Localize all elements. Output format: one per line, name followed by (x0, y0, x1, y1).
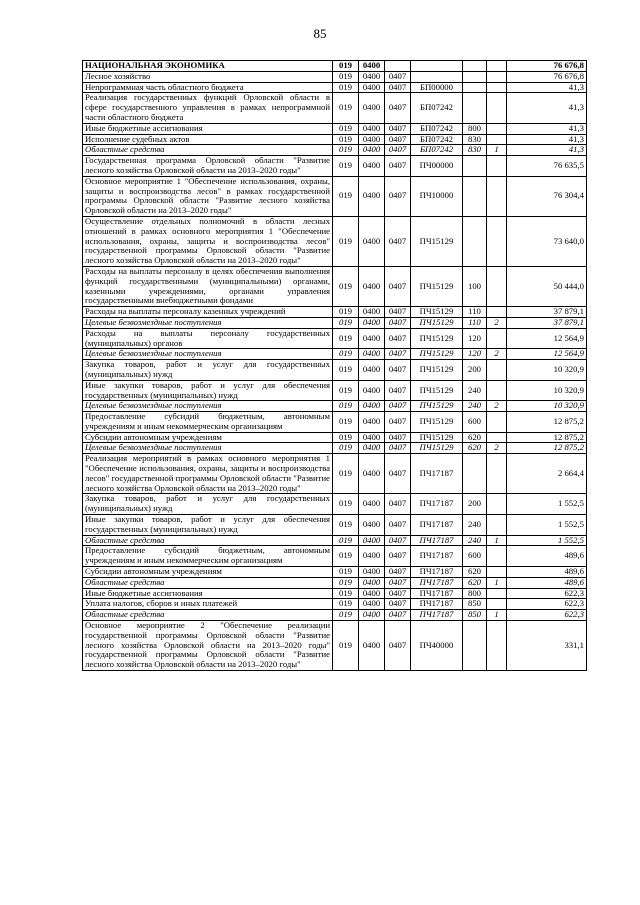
expense-type-code: 620 (463, 432, 487, 443)
expense-type-code (463, 454, 487, 494)
target-article-code: ПЧ17187 (411, 515, 463, 536)
funding-source-code (487, 360, 507, 381)
funding-source-code (487, 380, 507, 401)
ministry-code: 019 (333, 599, 359, 610)
amount: 489,6 (507, 546, 587, 567)
funding-source-code: 2 (487, 443, 507, 454)
table-row (83, 123, 587, 134)
table-row (83, 621, 587, 671)
section-code: 0400 (359, 380, 385, 401)
row-name: Исполнение судебных актов (83, 134, 333, 145)
amount: 50 444,0 (507, 266, 587, 306)
funding-source-code: 1 (487, 610, 507, 621)
section-code: 0400 (359, 567, 385, 578)
target-article-code: ПЧ17187 (411, 567, 463, 578)
expense-type-code: 620 (463, 567, 487, 578)
table-row (83, 401, 587, 412)
row-name: Закупка товаров, работ и услуг для государственных (муниципальных) нужд (83, 360, 333, 381)
ministry-code: 019 (333, 307, 359, 318)
section-code: 0400 (359, 515, 385, 536)
expense-type-code: 800 (463, 123, 487, 134)
target-article-code: ПЧ17187 (411, 494, 463, 515)
ministry-code: 019 (333, 349, 359, 360)
subsection-code: 0407 (385, 360, 411, 381)
budget-table (82, 60, 587, 671)
expense-type-code: 850 (463, 599, 487, 610)
amount: 12 875,2 (507, 443, 587, 454)
amount: 10 320,9 (507, 401, 587, 412)
table-row (83, 432, 587, 443)
amount: 41,3 (507, 93, 587, 123)
target-article-code: ПЧ15129 (411, 328, 463, 349)
row-name: Субсидии автономным учреждениям (83, 567, 333, 578)
table-row (83, 546, 587, 567)
section-code: 0400 (359, 454, 385, 494)
row-name: Иные бюджетные ассигнования (83, 588, 333, 599)
table-row (83, 454, 587, 494)
expense-type-code: 240 (463, 535, 487, 546)
subsection-code: 0407 (385, 134, 411, 145)
expense-type-code: 620 (463, 577, 487, 588)
ministry-code: 019 (333, 567, 359, 578)
target-article-code: БП00000 (411, 82, 463, 93)
row-name: Субсидии автономным учреждениям (83, 432, 333, 443)
expense-type-code: 620 (463, 443, 487, 454)
row-name: Реализация государственных функций Орловской области в сфере государственного управления в рамках непрограммной части областного бюджета (83, 93, 333, 123)
subsection-code: 0407 (385, 380, 411, 401)
subsection-code: 0407 (385, 494, 411, 515)
table-row (83, 93, 587, 123)
section-code: 0400 (359, 123, 385, 134)
amount: 76 635,5 (507, 156, 587, 177)
table-row (83, 71, 587, 82)
subsection-code (385, 61, 411, 72)
subsection-code: 0407 (385, 82, 411, 93)
section-code: 0400 (359, 535, 385, 546)
ministry-code: 019 (333, 71, 359, 82)
target-article-code: ПЧ17187 (411, 454, 463, 494)
funding-source-code (487, 454, 507, 494)
subsection-code: 0407 (385, 156, 411, 177)
funding-source-code (487, 307, 507, 318)
subsection-code: 0407 (385, 93, 411, 123)
funding-source-code (487, 328, 507, 349)
expense-type-code (463, 216, 487, 266)
funding-source-code (487, 432, 507, 443)
target-article-code: ПЧ17187 (411, 599, 463, 610)
row-name: Основное мероприятие 1 "Обеспечение использования, охраны, защиты и воспроизводства лесов" в рамках государственной программы Орловской области "Развитие лесного хозяйства Орловской области на 2013–2020 годы" (83, 176, 333, 216)
funding-source-code: 2 (487, 349, 507, 360)
subsection-code: 0407 (385, 610, 411, 621)
ministry-code: 019 (333, 577, 359, 588)
table-row (83, 266, 587, 306)
amount: 41,3 (507, 82, 587, 93)
subsection-code: 0407 (385, 577, 411, 588)
funding-source-code (487, 599, 507, 610)
section-code: 0400 (359, 216, 385, 266)
amount: 331,1 (507, 621, 587, 671)
table-row (83, 599, 587, 610)
amount: 1 552,5 (507, 535, 587, 546)
ministry-code: 019 (333, 432, 359, 443)
row-name: Расходы на выплаты персоналу в целях обеспечения выполнения функций государственными (муниципальными) органами, казенными учреждениями, органами управления государственными внебюджетными фондами (83, 266, 333, 306)
table-row (83, 535, 587, 546)
row-name: Иные закупки товаров, работ и услуг для обеспечения государственных (муниципальных) нужд (83, 380, 333, 401)
table-row (83, 317, 587, 328)
funding-source-code (487, 123, 507, 134)
section-code: 0400 (359, 307, 385, 318)
target-article-code: ПЧ17187 (411, 535, 463, 546)
section-code: 0400 (359, 432, 385, 443)
expense-type-code: 830 (463, 134, 487, 145)
expense-type-code (463, 82, 487, 93)
funding-source-code: 2 (487, 401, 507, 412)
page-number: 85 (313, 26, 327, 41)
subsection-code: 0407 (385, 307, 411, 318)
row-name: Областные средства (83, 610, 333, 621)
expense-type-code: 110 (463, 307, 487, 318)
amount: 622,3 (507, 588, 587, 599)
table-row (83, 515, 587, 536)
subsection-code: 0407 (385, 621, 411, 671)
row-name: Закупка товаров, работ и услуг для государственных (муниципальных) нужд (83, 494, 333, 515)
amount: 76 676,8 (507, 61, 587, 72)
target-article-code: ПЧ17187 (411, 546, 463, 567)
row-name: Государственная программа Орловской области "Развитие лесного хозяйства Орловской области на 2013–2020 годы" (83, 156, 333, 177)
funding-source-code (487, 494, 507, 515)
expense-type-code (463, 156, 487, 177)
section-code: 0400 (359, 610, 385, 621)
amount: 73 640,0 (507, 216, 587, 266)
target-article-code: ПЧ15129 (411, 266, 463, 306)
funding-source-code (487, 588, 507, 599)
target-article-code: ПЧ40000 (411, 621, 463, 671)
funding-source-code (487, 216, 507, 266)
row-name: Целевые безвозмездные поступления (83, 443, 333, 454)
section-code: 0400 (359, 317, 385, 328)
ministry-code: 019 (333, 176, 359, 216)
target-article-code: ПЧ15129 (411, 443, 463, 454)
table-row (83, 380, 587, 401)
funding-source-code (487, 82, 507, 93)
row-name: Непрограммная часть областного бюджета (83, 82, 333, 93)
table-row (83, 412, 587, 433)
funding-source-code: 1 (487, 535, 507, 546)
row-name: Иные бюджетные ассигнования (83, 123, 333, 134)
section-code: 0400 (359, 266, 385, 306)
subsection-code: 0407 (385, 216, 411, 266)
target-article-code: ПЧ15129 (411, 360, 463, 381)
target-article-code: ПЧ17187 (411, 610, 463, 621)
target-article-code: ПЧ17187 (411, 577, 463, 588)
funding-source-code (487, 61, 507, 72)
funding-source-code (487, 176, 507, 216)
target-article-code: БП07242 (411, 93, 463, 123)
section-code: 0400 (359, 156, 385, 177)
funding-source-code (487, 266, 507, 306)
expense-type-code (463, 176, 487, 216)
table-row (83, 134, 587, 145)
row-name: Основное мероприятие 2 "Обеспечение реализации государственной программы Орловской области "Развитие лесного хозяйства Орловской области на 2013–2020 годы" государственной программы Орловской области "Развитие лесного хозяйства Орловской области на 2013–2020 годы" (83, 621, 333, 671)
row-name: Иные закупки товаров, работ и услуг для обеспечения государственных (муниципальных) нужд (83, 515, 333, 536)
row-name: Предоставление субсидий бюджетным, автономным учреждениям и иным некоммерческим организациям (83, 546, 333, 567)
table-row (83, 610, 587, 621)
ministry-code: 019 (333, 401, 359, 412)
section-code: 0400 (359, 145, 385, 156)
amount: 37 879,1 (507, 317, 587, 328)
subsection-code: 0407 (385, 145, 411, 156)
ministry-code: 019 (333, 82, 359, 93)
subsection-code: 0407 (385, 412, 411, 433)
amount: 12 875,2 (507, 412, 587, 433)
ministry-code: 019 (333, 610, 359, 621)
target-article-code: ПЧ15129 (411, 307, 463, 318)
expense-type-code (463, 93, 487, 123)
subsection-code: 0407 (385, 176, 411, 216)
section-code: 0400 (359, 328, 385, 349)
expense-type-code (463, 621, 487, 671)
ministry-code: 019 (333, 412, 359, 433)
section-code: 0400 (359, 577, 385, 588)
target-article-code: ПЧ15129 (411, 401, 463, 412)
section-code: 0400 (359, 546, 385, 567)
ministry-code: 019 (333, 546, 359, 567)
target-article-code: ПЧ17187 (411, 588, 463, 599)
funding-source-code (487, 71, 507, 82)
row-name: Уплата налогов, сборов и иных платежей (83, 599, 333, 610)
expense-type-code: 240 (463, 515, 487, 536)
expense-type-code: 240 (463, 401, 487, 412)
expense-type-code: 200 (463, 360, 487, 381)
funding-source-code: 1 (487, 577, 507, 588)
funding-source-code: 1 (487, 145, 507, 156)
expense-type-code: 800 (463, 588, 487, 599)
ministry-code: 019 (333, 156, 359, 177)
subsection-code: 0407 (385, 401, 411, 412)
ministry-code: 019 (333, 134, 359, 145)
ministry-code: 019 (333, 328, 359, 349)
expense-type-code: 120 (463, 349, 487, 360)
row-name: Расходы на выплаты персоналу казенных учреждений (83, 307, 333, 318)
target-article-code: ПЧ10000 (411, 176, 463, 216)
section-code: 0400 (359, 443, 385, 454)
section-code: 0400 (359, 176, 385, 216)
expense-type-code: 600 (463, 412, 487, 433)
expense-type-code: 200 (463, 494, 487, 515)
table-row (83, 176, 587, 216)
expense-type-code (463, 71, 487, 82)
row-name: Осуществление отдельных полномочий в области лесных отношений в рамках основного мероприятия 1 "Обеспечение использования, охраны, защиты и воспроизводства лесов" государственной программы Орловской области "Развитие лесного хозяйства Орловской области на 2013–2020 годы" (83, 216, 333, 266)
row-name: Лесное хозяйство (83, 71, 333, 82)
subsection-code: 0407 (385, 515, 411, 536)
amount: 12 875,2 (507, 432, 587, 443)
ministry-code: 019 (333, 588, 359, 599)
ministry-code: 019 (333, 317, 359, 328)
subsection-code: 0407 (385, 328, 411, 349)
subsection-code: 0407 (385, 454, 411, 494)
subsection-code: 0407 (385, 535, 411, 546)
expense-type-code (463, 61, 487, 72)
section-code: 0400 (359, 349, 385, 360)
table-row (83, 145, 587, 156)
section-code: 0400 (359, 93, 385, 123)
ministry-code: 019 (333, 494, 359, 515)
ministry-code: 019 (333, 266, 359, 306)
row-name: Областные средства (83, 577, 333, 588)
ministry-code: 019 (333, 93, 359, 123)
funding-source-code (487, 93, 507, 123)
subsection-code: 0407 (385, 567, 411, 578)
expense-type-code: 240 (463, 380, 487, 401)
row-name: Областные средства (83, 145, 333, 156)
target-article-code: ПЧ15129 (411, 432, 463, 443)
amount: 489,6 (507, 577, 587, 588)
amount: 41,3 (507, 134, 587, 145)
subsection-code: 0407 (385, 599, 411, 610)
target-article-code: ПЧ15129 (411, 216, 463, 266)
subsection-code: 0407 (385, 266, 411, 306)
amount: 37 879,1 (507, 307, 587, 318)
amount: 76 304,4 (507, 176, 587, 216)
amount: 76 676,8 (507, 71, 587, 82)
amount: 41,3 (507, 145, 587, 156)
table-row (83, 360, 587, 381)
funding-source-code (487, 412, 507, 433)
ministry-code: 019 (333, 360, 359, 381)
section-code: 0400 (359, 360, 385, 381)
ministry-code: 019 (333, 443, 359, 454)
subsection-code: 0407 (385, 546, 411, 567)
expense-type-code: 110 (463, 317, 487, 328)
table-row (83, 307, 587, 318)
funding-source-code (487, 567, 507, 578)
target-article-code: ПЧ15129 (411, 412, 463, 433)
target-article-code: ПЧ15129 (411, 317, 463, 328)
section-code: 0400 (359, 82, 385, 93)
section-code: 0400 (359, 134, 385, 145)
target-article-code: БП07242 (411, 123, 463, 134)
row-name: Расходы на выплаты персоналу государственных (муниципальных) органов (83, 328, 333, 349)
target-article-code: БП07242 (411, 145, 463, 156)
table-row (83, 567, 587, 578)
target-article-code: ПЧ00000 (411, 156, 463, 177)
subsection-code: 0407 (385, 432, 411, 443)
row-name: Целевые безвозмездные поступления (83, 401, 333, 412)
funding-source-code (487, 156, 507, 177)
table-row (83, 577, 587, 588)
row-name: Реализация мероприятий в рамках основного мероприятия 1 "Обеспечение использования, охраны, защиты и воспроизводства лесов" государственной программы Орловской области "Развитие лесного хозяйства Орловской области на 2013–2020 годы" (83, 454, 333, 494)
section-code: 0400 (359, 61, 385, 72)
amount: 622,3 (507, 610, 587, 621)
ministry-code: 019 (333, 535, 359, 546)
ministry-code: 019 (333, 216, 359, 266)
subsection-code: 0407 (385, 71, 411, 82)
budget-table-body (83, 61, 587, 671)
funding-source-code (487, 515, 507, 536)
row-name: НАЦИОНАЛЬНАЯ ЭКОНОМИКА (83, 61, 333, 72)
ministry-code: 019 (333, 380, 359, 401)
section-code: 0400 (359, 401, 385, 412)
funding-source-code (487, 546, 507, 567)
expense-type-code: 100 (463, 266, 487, 306)
ministry-code: 019 (333, 123, 359, 134)
target-article-code (411, 71, 463, 82)
target-article-code: БП07242 (411, 134, 463, 145)
target-article-code: ПЧ15129 (411, 380, 463, 401)
amount: 12 564,9 (507, 349, 587, 360)
ministry-code: 019 (333, 454, 359, 494)
target-article-code (411, 61, 463, 72)
table-row (83, 494, 587, 515)
table-row (83, 588, 587, 599)
row-name: Целевые безвозмездные поступления (83, 349, 333, 360)
table-row (83, 349, 587, 360)
amount: 2 664,4 (507, 454, 587, 494)
section-code: 0400 (359, 71, 385, 82)
table-row (83, 82, 587, 93)
funding-source-code: 2 (487, 317, 507, 328)
funding-source-code (487, 134, 507, 145)
table-row (83, 328, 587, 349)
table-row (83, 216, 587, 266)
expense-type-code: 850 (463, 610, 487, 621)
ministry-code: 019 (333, 61, 359, 72)
amount: 41,3 (507, 123, 587, 134)
subsection-code: 0407 (385, 123, 411, 134)
subsection-code: 0407 (385, 588, 411, 599)
table-row (83, 156, 587, 177)
section-code: 0400 (359, 412, 385, 433)
subsection-code: 0407 (385, 349, 411, 360)
section-code: 0400 (359, 494, 385, 515)
ministry-code: 019 (333, 515, 359, 536)
amount: 1 552,5 (507, 515, 587, 536)
amount: 622,3 (507, 599, 587, 610)
amount: 12 564,9 (507, 328, 587, 349)
expense-type-code: 830 (463, 145, 487, 156)
subsection-code: 0407 (385, 443, 411, 454)
ministry-code: 019 (333, 145, 359, 156)
section-code: 0400 (359, 588, 385, 599)
amount: 489,6 (507, 567, 587, 578)
table-row (83, 61, 587, 72)
funding-source-code (487, 621, 507, 671)
expense-type-code: 120 (463, 328, 487, 349)
amount: 1 552,5 (507, 494, 587, 515)
subsection-code: 0407 (385, 317, 411, 328)
amount: 10 320,9 (507, 360, 587, 381)
amount: 10 320,9 (507, 380, 587, 401)
row-name: Предоставление субсидий бюджетным, автономным учреждениям и иным некоммерческим организациям (83, 412, 333, 433)
ministry-code: 019 (333, 621, 359, 671)
expense-type-code: 600 (463, 546, 487, 567)
row-name: Областные средства (83, 535, 333, 546)
table-row (83, 443, 587, 454)
target-article-code: ПЧ15129 (411, 349, 463, 360)
row-name: Целевые безвозмездные поступления (83, 317, 333, 328)
section-code: 0400 (359, 599, 385, 610)
section-code: 0400 (359, 621, 385, 671)
